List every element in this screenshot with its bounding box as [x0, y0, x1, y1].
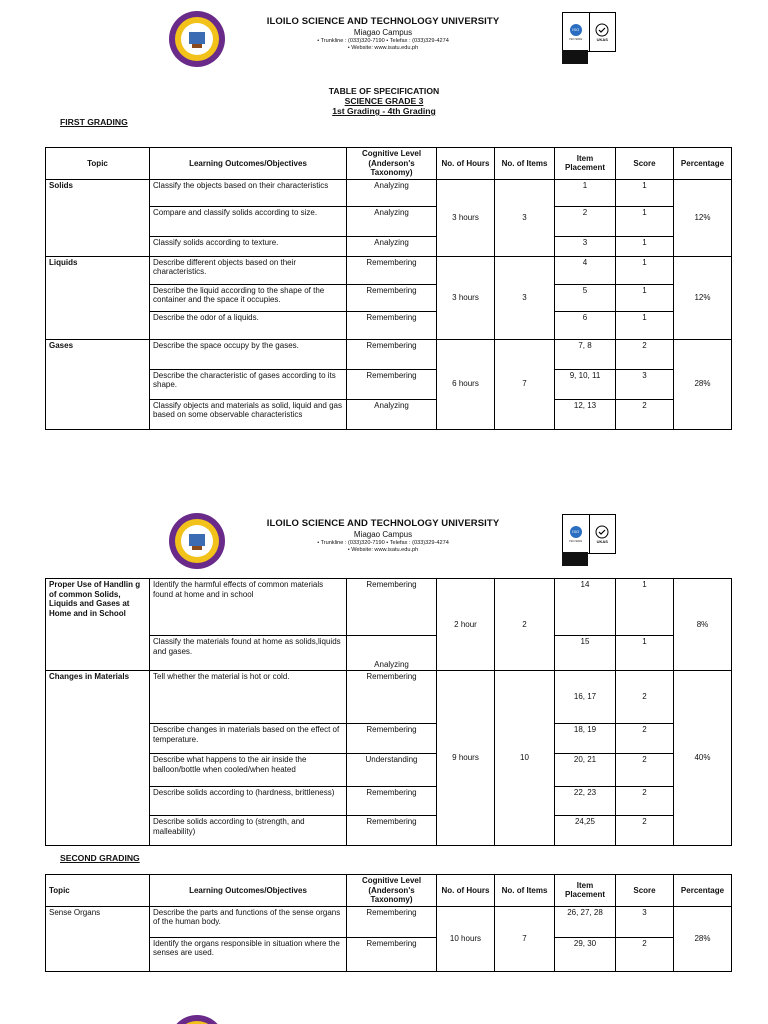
outcome-cell: Describe solids according to (hardness, brittleness): [150, 787, 347, 816]
outcome-cell: Classify the materials found at home as solids,liquids and gases.: [150, 636, 347, 671]
table-header-row: [46, 148, 732, 180]
university-campus: Miagao Campus: [353, 28, 413, 37]
level-cell: Remembering: [347, 787, 437, 816]
hours-cell: 3 hours: [437, 179, 495, 256]
topic-cell: Changes in Materials: [46, 671, 150, 846]
table-row: [46, 179, 732, 206]
level-cell: Remembering: [347, 311, 437, 339]
outcome-cell: Describe solids according to (strength, and malleability): [150, 816, 347, 846]
level-cell: Remembering: [347, 339, 437, 369]
document-title: TABLE OF SPECIFICATION: [328, 86, 440, 96]
university-info: [230, 518, 536, 553]
outcome-cell: Describe the space occupy by the gases.: [150, 339, 347, 369]
col-score: Score: [616, 875, 674, 907]
level-cell: Understanding: [347, 754, 437, 787]
topic-cell: Solids: [46, 179, 150, 256]
placement-cell: 26, 27, 28: [555, 906, 616, 937]
level-cell: Analyzing: [347, 399, 437, 429]
score-cell: 1: [616, 236, 674, 256]
placement-cell: 18, 19: [555, 724, 616, 754]
items-cell: 10: [495, 671, 555, 846]
level-cell: Remembering: [347, 579, 437, 636]
level-cell: Remembering: [347, 284, 437, 311]
outcome-cell: Classify the objects based on their characteristics: [150, 179, 347, 206]
outcome-cell: Describe the liquid according to the shape of the container and the space it occupies.: [150, 284, 347, 311]
level-cell: Remembering: [347, 369, 437, 399]
outcome-cell: Describe the odor of a liquids.: [150, 311, 347, 339]
university-info: [230, 16, 536, 51]
score-cell: 2: [616, 724, 674, 754]
university-campus: Miagao Campus: [353, 530, 413, 539]
outcome-cell: Describe different objects based on their characteristics.: [150, 256, 347, 284]
outcome-cell: Tell whether the material is hot or cold.: [150, 671, 347, 724]
placement-cell: 22, 23: [555, 787, 616, 816]
score-cell: 2: [616, 937, 674, 971]
score-cell: 3: [616, 906, 674, 937]
score-cell: 1: [616, 206, 674, 236]
level-cell: Remembering: [347, 256, 437, 284]
col-cognitive: Cognitive Level (Anderson's Taxonomy): [347, 148, 437, 180]
percentage-cell: 12%: [674, 179, 732, 256]
topic-cell: Proper Use of Handlin g of common Solids, Liquids and Gases at Home and in School: [46, 579, 150, 671]
score-cell: 2: [616, 339, 674, 369]
university-website: • Website: www.isatu.edu.ph: [347, 45, 419, 51]
document-title-block: [0, 86, 768, 116]
section-second-grading: SECOND GRADING: [60, 853, 140, 863]
spec-table-first: [45, 147, 732, 430]
placement-cell: 12, 13: [555, 399, 616, 429]
col-hours: No. of Hours: [437, 875, 495, 907]
checkmark-crown-icon: [595, 525, 609, 539]
university-header-page2: [0, 512, 768, 572]
university-contact: • Trunkline : (033)320-7190 • Telefax : (033)329-4274: [317, 540, 449, 546]
level-cell: Remembering: [347, 724, 437, 754]
outcome-cell: Describe changes in materials based on the effect of temperature.: [150, 724, 347, 754]
university-website: • Website: www.isatu.edu.ph: [347, 547, 419, 553]
placement-cell: 7, 8: [555, 339, 616, 369]
university-name: ILOILO SCIENCE AND TECHNOLOGY UNIVERSITY: [266, 16, 500, 27]
placement-cell: 3: [555, 236, 616, 256]
col-score: Score: [616, 148, 674, 180]
grading-range: 1st Grading - 4th Grading: [332, 106, 436, 116]
university-seal-partial-icon: [168, 1014, 226, 1024]
col-percentage: Percentage: [674, 148, 732, 180]
col-cognitive: Cognitive Level (Anderson's Taxonomy): [347, 875, 437, 907]
placement-cell: 9, 10, 11: [555, 369, 616, 399]
topic-cell: Gases: [46, 339, 150, 429]
score-cell: 1: [616, 636, 674, 671]
level-cell: Analyzing: [347, 179, 437, 206]
university-header: [0, 10, 768, 70]
document-subtitle: SCIENCE GRADE 3: [344, 96, 424, 106]
spec-table-continued: [45, 578, 732, 846]
certification-footer: [562, 50, 614, 64]
level-cell: Remembering: [347, 906, 437, 937]
placement-cell: 16, 17: [555, 671, 616, 724]
table-row: [46, 339, 732, 369]
placement-cell: 15: [555, 636, 616, 671]
col-items: No. of Items: [495, 148, 555, 180]
certification-badge: ISO ISO 9001 UKAS: [562, 514, 616, 554]
outcome-cell: Describe the characteristic of gases according to its shape.: [150, 369, 347, 399]
items-cell: 7: [495, 906, 555, 971]
placement-cell: 14: [555, 579, 616, 636]
university-seal-icon: [168, 10, 226, 68]
level-cell: Remembering: [347, 937, 437, 971]
col-placement: Item Placement: [555, 148, 616, 180]
certification-footer: [562, 552, 614, 566]
hours-cell: 10 hours: [437, 906, 495, 971]
placement-cell: 4: [555, 256, 616, 284]
score-cell: 1: [616, 256, 674, 284]
iso-icon: ISO: [570, 526, 582, 538]
outcome-cell: Identify the harmful effects of common materials found at home and in school: [150, 579, 347, 636]
level-cell: Analyzing: [347, 636, 437, 671]
score-cell: 2: [616, 816, 674, 846]
hours-cell: 6 hours: [437, 339, 495, 429]
certification-badge: ISO ISO 9001 UKAS: [562, 12, 616, 52]
outcome-cell: Identify the organs responsible in situation where the senses are used.: [150, 937, 347, 971]
table-row: [46, 906, 732, 937]
placement-cell: 29, 30: [555, 937, 616, 971]
score-cell: 1: [616, 284, 674, 311]
placement-cell: 6: [555, 311, 616, 339]
items-cell: 2: [495, 579, 555, 671]
outcome-cell: Describe what happens to the air inside the balloon/bottle when cooled/when heated: [150, 754, 347, 787]
placement-cell: 24,25: [555, 816, 616, 846]
hours-cell: 9 hours: [437, 671, 495, 846]
percentage-cell: 28%: [674, 339, 732, 429]
col-items: No. of Items: [495, 875, 555, 907]
level-cell: Analyzing: [347, 206, 437, 236]
iso-icon: ISO: [570, 24, 582, 36]
outcome-cell: Classify objects and materials as solid, liquid and gas based on some observable characteristics: [150, 399, 347, 429]
col-topic: Topic: [46, 875, 150, 907]
score-cell: 1: [616, 311, 674, 339]
university-name: ILOILO SCIENCE AND TECHNOLOGY UNIVERSITY: [266, 518, 500, 529]
col-topic: Topic: [46, 148, 150, 180]
level-cell: Remembering: [347, 671, 437, 724]
spec-table-second: [45, 874, 732, 972]
score-cell: 1: [616, 579, 674, 636]
hours-cell: 2 hour: [437, 579, 495, 671]
university-contact: • Trunkline : (033)320-7190 • Telefax : (033)329-4274: [317, 38, 449, 44]
items-cell: 3: [495, 256, 555, 339]
topic-cell: Liquids: [46, 256, 150, 339]
table-row: [46, 671, 732, 724]
items-cell: 7: [495, 339, 555, 429]
university-seal-icon: [168, 512, 226, 570]
score-cell: 2: [616, 754, 674, 787]
table-header-row: [46, 875, 732, 907]
checkmark-crown-icon: [595, 23, 609, 37]
score-cell: 2: [616, 787, 674, 816]
placement-cell: 20, 21: [555, 754, 616, 787]
col-placement: Item Placement: [555, 875, 616, 907]
outcome-cell: Classify solids according to texture.: [150, 236, 347, 256]
outcome-cell: Describe the parts and functions of the sense organs of the human body.: [150, 906, 347, 937]
score-cell: 2: [616, 399, 674, 429]
level-cell: Analyzing: [347, 236, 437, 256]
score-cell: 1: [616, 179, 674, 206]
percentage-cell: 28%: [674, 906, 732, 971]
score-cell: 2: [616, 671, 674, 724]
level-cell: Remembering: [347, 816, 437, 846]
items-cell: 3: [495, 179, 555, 256]
col-percentage: Percentage: [674, 875, 732, 907]
percentage-cell: 8%: [674, 579, 732, 671]
col-outcomes: Learning Outcomes/Objectives: [150, 875, 347, 907]
topic-cell: Sense Organs: [46, 906, 150, 971]
col-outcomes: Learning Outcomes/Objectives: [150, 148, 347, 180]
outcome-cell: Compare and classify solids according to size.: [150, 206, 347, 236]
percentage-cell: 12%: [674, 256, 732, 339]
table-row: [46, 579, 732, 636]
hours-cell: 3 hours: [437, 256, 495, 339]
placement-cell: 1: [555, 179, 616, 206]
percentage-cell: 40%: [674, 671, 732, 846]
col-hours: No. of Hours: [437, 148, 495, 180]
placement-cell: 5: [555, 284, 616, 311]
table-row: [46, 256, 732, 284]
score-cell: 3: [616, 369, 674, 399]
placement-cell: 2: [555, 206, 616, 236]
section-first-grading: FIRST GRADING: [60, 117, 128, 127]
